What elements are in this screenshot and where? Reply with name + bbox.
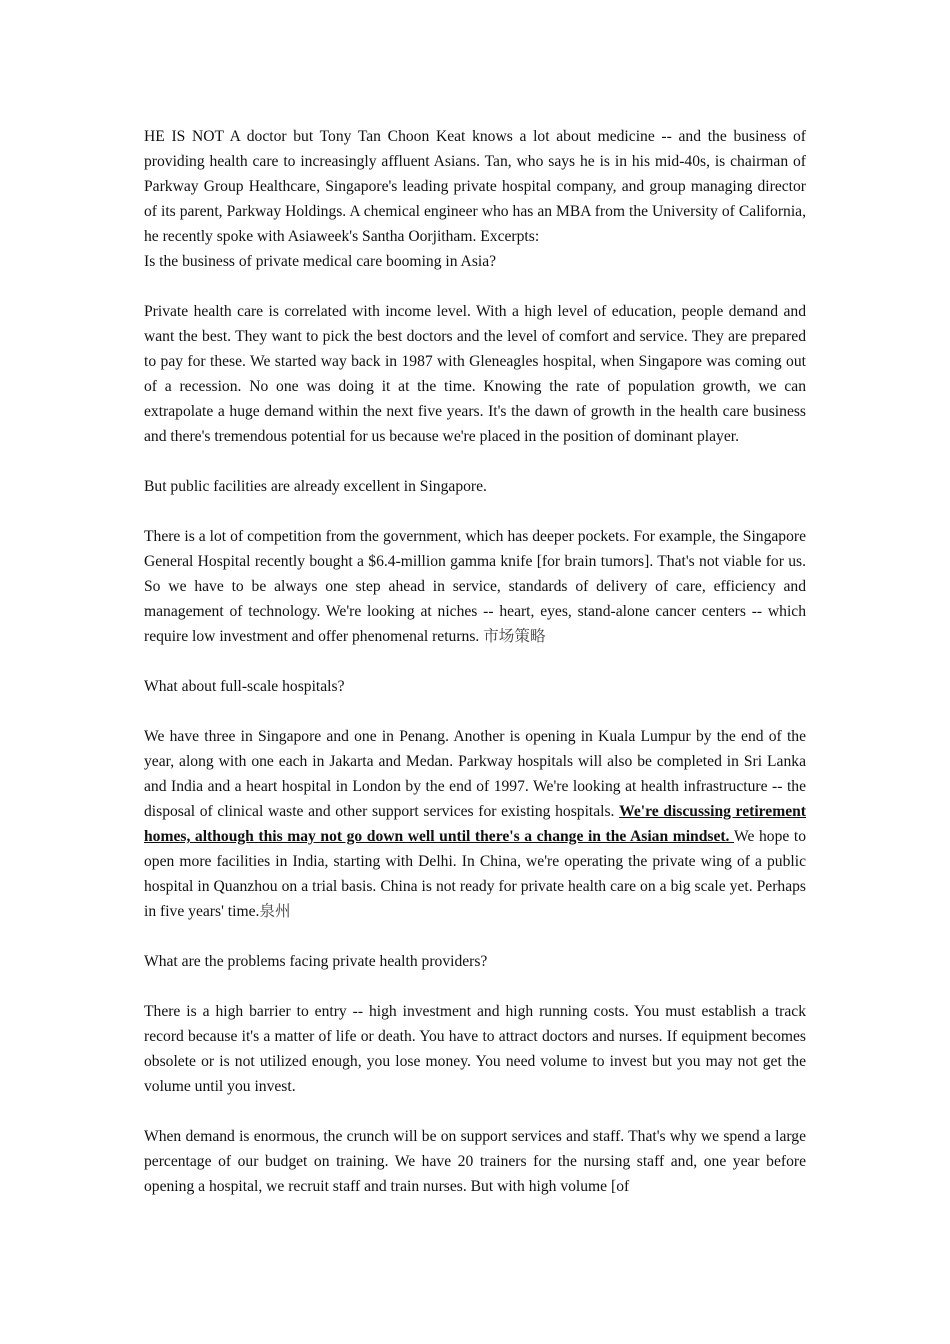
answer-3 bbox=[144, 724, 806, 924]
question-4: What are the problems facing private health providers? bbox=[144, 953, 488, 970]
question-2: But public facilities are already excellent in Singapore. bbox=[144, 478, 487, 495]
paragraph-gap bbox=[144, 649, 806, 674]
paragraph-gap bbox=[144, 449, 806, 474]
paragraph-gap bbox=[144, 699, 806, 724]
answer-2 bbox=[144, 524, 806, 649]
question-3: What about full-scale hospitals? bbox=[144, 678, 345, 695]
paragraph-gap bbox=[144, 974, 806, 999]
answer-2-annotation: 市场策略 bbox=[483, 628, 546, 645]
answer-3-text-start: We have three in Singapore and one in Penang. Another is opening in Kuala Lumpur by the end of the year, along with one each in Jakarta and Medan. Parkway hospitals will also be completed in Sri Lanka and India and a heart hospital in London by the end of 1997. We're looking at health infrastructure -- the disposal of clinical waste and other support services for existing hospitals. bbox=[144, 728, 806, 820]
answer-4: There is a high barrier to entry -- high investment and high running costs. You must establish a track record because it's a matter of life or death. You have to attract doctors and nurses. If equipment becomes obsolete or is not utilized enough, you lose money. You need volume to invest but you may not get the volume until you invest. bbox=[144, 1003, 806, 1095]
answer-5: When demand is enormous, the crunch will be on support services and staff. That's why we spend a large percentage of our budget on training. We have 20 trainers for the nursing staff and, one year before opening a hospital, we recruit staff and train nurses. But with high volume [of bbox=[144, 1128, 806, 1195]
article-body bbox=[144, 124, 806, 1199]
intro-paragraph: HE IS NOT A doctor but Tony Tan Choon Keat knows a lot about medicine -- and the business of providing health care to increasingly affluent Asians. Tan, who says he is in his mid-40s, is chairman of Parkway Group Healthcare, Singapore's leading private hospital company, and group managing director of its parent, Parkway Holdings. A chemical engineer who has an MBA from the University of California, he recently spoke with Asiaweek's Santha Oorjitham. Excerpts: bbox=[144, 128, 806, 245]
answer-3-annotation: 泉州 bbox=[259, 903, 291, 920]
question-1: Is the business of private medical care booming in Asia? bbox=[144, 253, 497, 270]
answer-5-clip bbox=[144, 1124, 806, 1199]
answer-1: Private health care is correlated with income level. With a high level of education, people demand and want the best. They want to pick the best doctors and the level of comfort and service. They are prepared to pay for these. We started way back in 1987 with Gleneagles hospital, when Singapore was coming out of a recession. No one was doing it at the time. Knowing the rate of population growth, we can extrapolate a huge demand within the next five years. It's the dawn of growth in the health care business and there's tremendous potential for us because we're placed in the position of dominant player. bbox=[144, 303, 806, 445]
paragraph-gap bbox=[144, 1099, 806, 1124]
answer-2-text: There is a lot of competition from the government, which has deeper pockets. For example, the Singapore General Hospital recently bought a $6.4-million gamma knife [for brain tumors]. That's not viable for us. So we have to be always one step ahead in service, standards of delivery of care, efficiency and management of technology. We're looking at niches -- heart, eyes, stand-alone cancer centers -- which require low investment and offer phenomenal returns. bbox=[144, 528, 806, 645]
answer-3-highlight: We're discussing retirement homes, although this may not go down well until there's a change in the Asian mindset. bbox=[144, 803, 806, 845]
paragraph-gap bbox=[144, 274, 806, 299]
paragraph-gap bbox=[144, 499, 806, 524]
answer-3-text-end: We hope to open more facilities in India, starting with Delhi. In China, we're operating the private wing of a public hospital in Quanzhou on a trial basis. China is not ready for private health care on a big scale yet. Perhaps in five years' time. bbox=[144, 828, 806, 920]
paragraph-gap bbox=[144, 924, 806, 949]
